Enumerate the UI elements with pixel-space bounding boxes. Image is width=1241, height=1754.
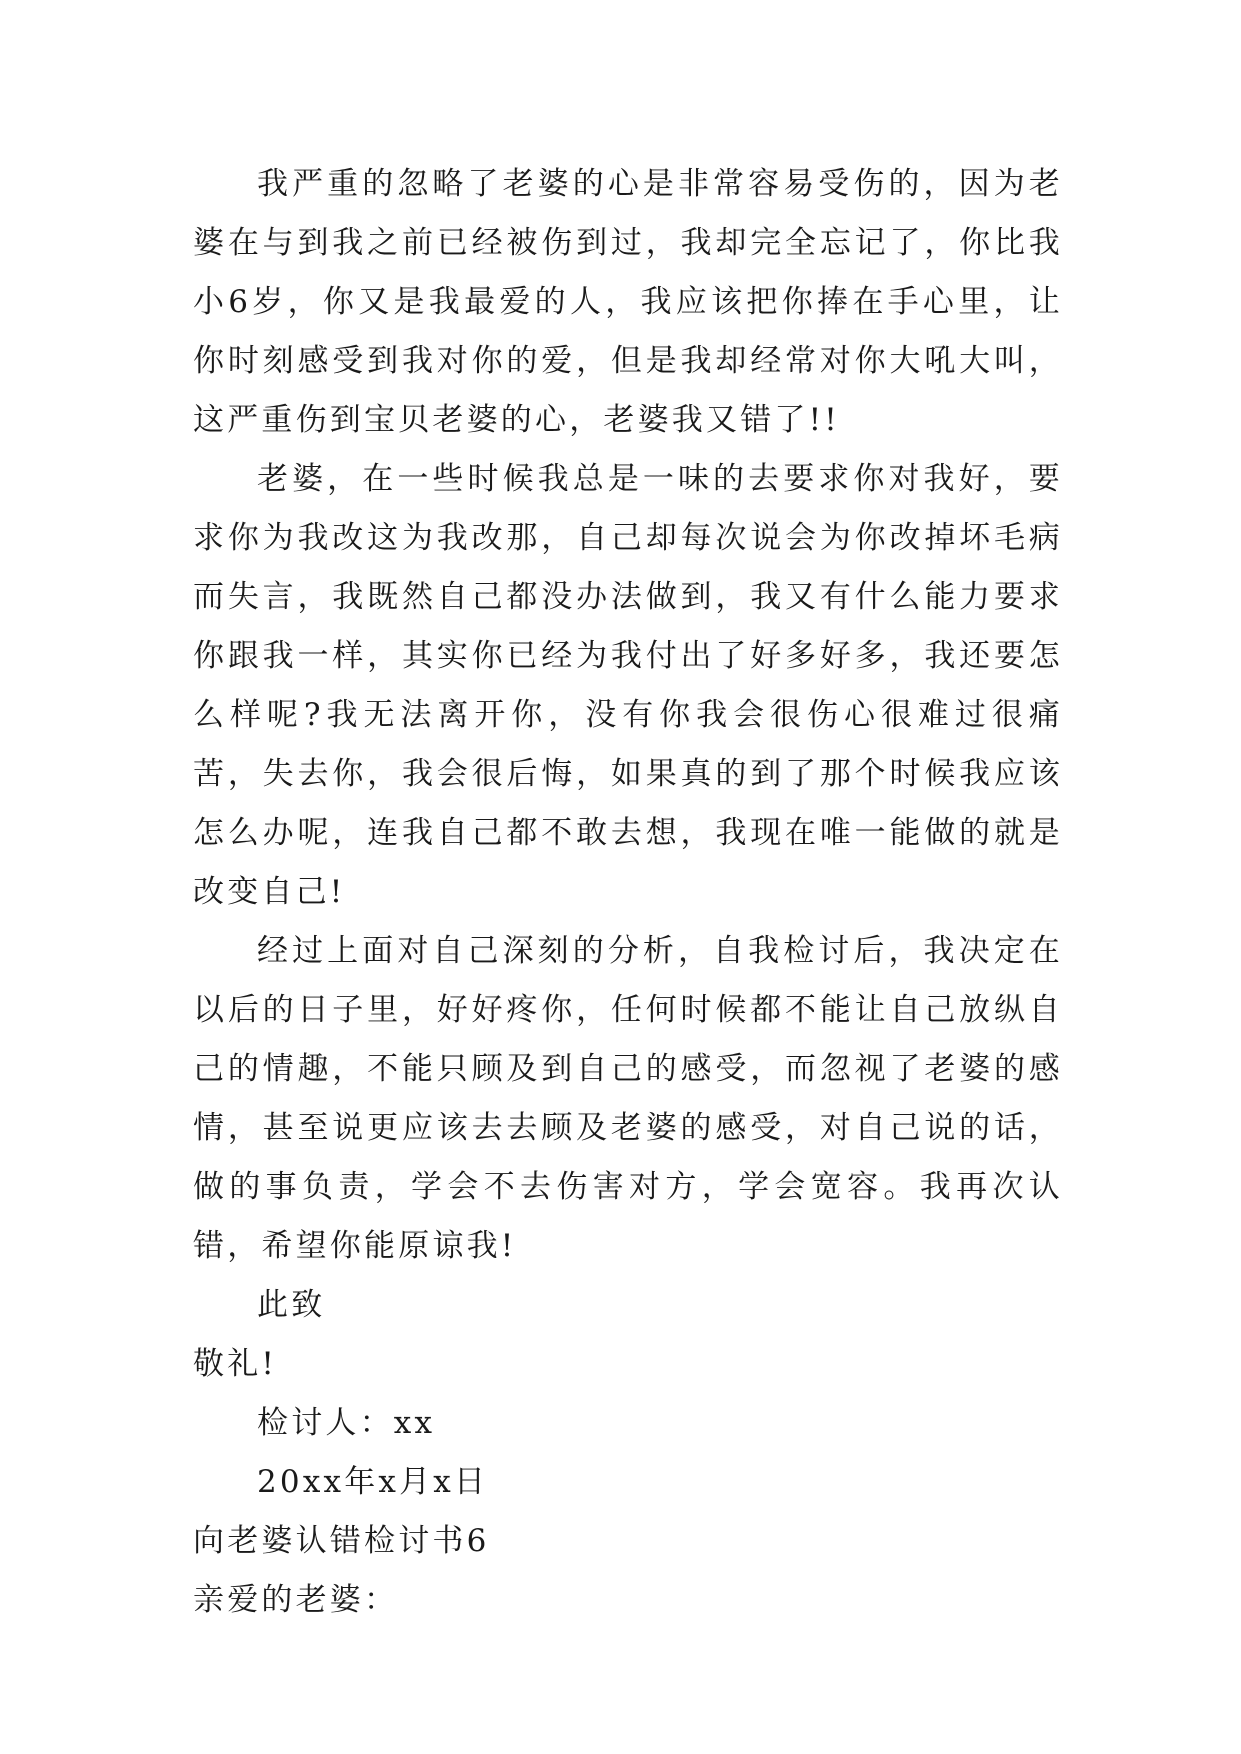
date-line: 20xx年x月x日 — [257, 1464, 489, 1500]
salute-line: 敬礼! — [193, 1346, 278, 1382]
closing-line: 此致 — [257, 1287, 326, 1323]
next-letter-title: 向老婆认错检讨书6 — [193, 1523, 490, 1559]
paragraph-3: 经过上面对自己深刻的分析，自我检讨后，我决定在以后的日子里，好好疼你，任何时候都不能让自己放纵自己的情趣，不能只顾及到自己的感受，而忽视了老婆的感情，甚至说更应该去去顾及老婆的感受，对自己说的话，做的事负责，学会不去伤害对方，学会宽容。我再次认错，希望你能原谅我! — [193, 933, 1063, 1264]
document-body — [193, 155, 1063, 1630]
signer-line: 检讨人：xx — [257, 1405, 436, 1441]
paragraph-2: 老婆，在一些时候我总是一味的去要求你对我好，要求你为我改这为我改那，自己却每次说会为你改掉坏毛病而失言，我既然自己都没办法做到，我又有什么能力要求你跟我一样，其实你已经为我付出了好多好多，我还要怎么样呢?我无法离开你，没有你我会很伤心很难过很痛苦，失去你，我会很后悔，如果真的到了那个时候我应该怎么办呢，连我自己都不敢去想，我现在唯一能做的就是改变自己! — [193, 461, 1063, 910]
paragraph-1: 我严重的忽略了老婆的心是非常容易受伤的，因为老婆在与到我之前已经被伤到过，我却完全忘记了，你比我小6岁，你又是我最爱的人，我应该把你捧在手心里，让你时刻感受到我对你的爱，但是我却经常对你大吼大叫，这严重伤到宝贝老婆的心，老婆我又错了!! — [193, 166, 1063, 438]
next-letter-greeting: 亲爱的老婆： — [193, 1582, 399, 1618]
